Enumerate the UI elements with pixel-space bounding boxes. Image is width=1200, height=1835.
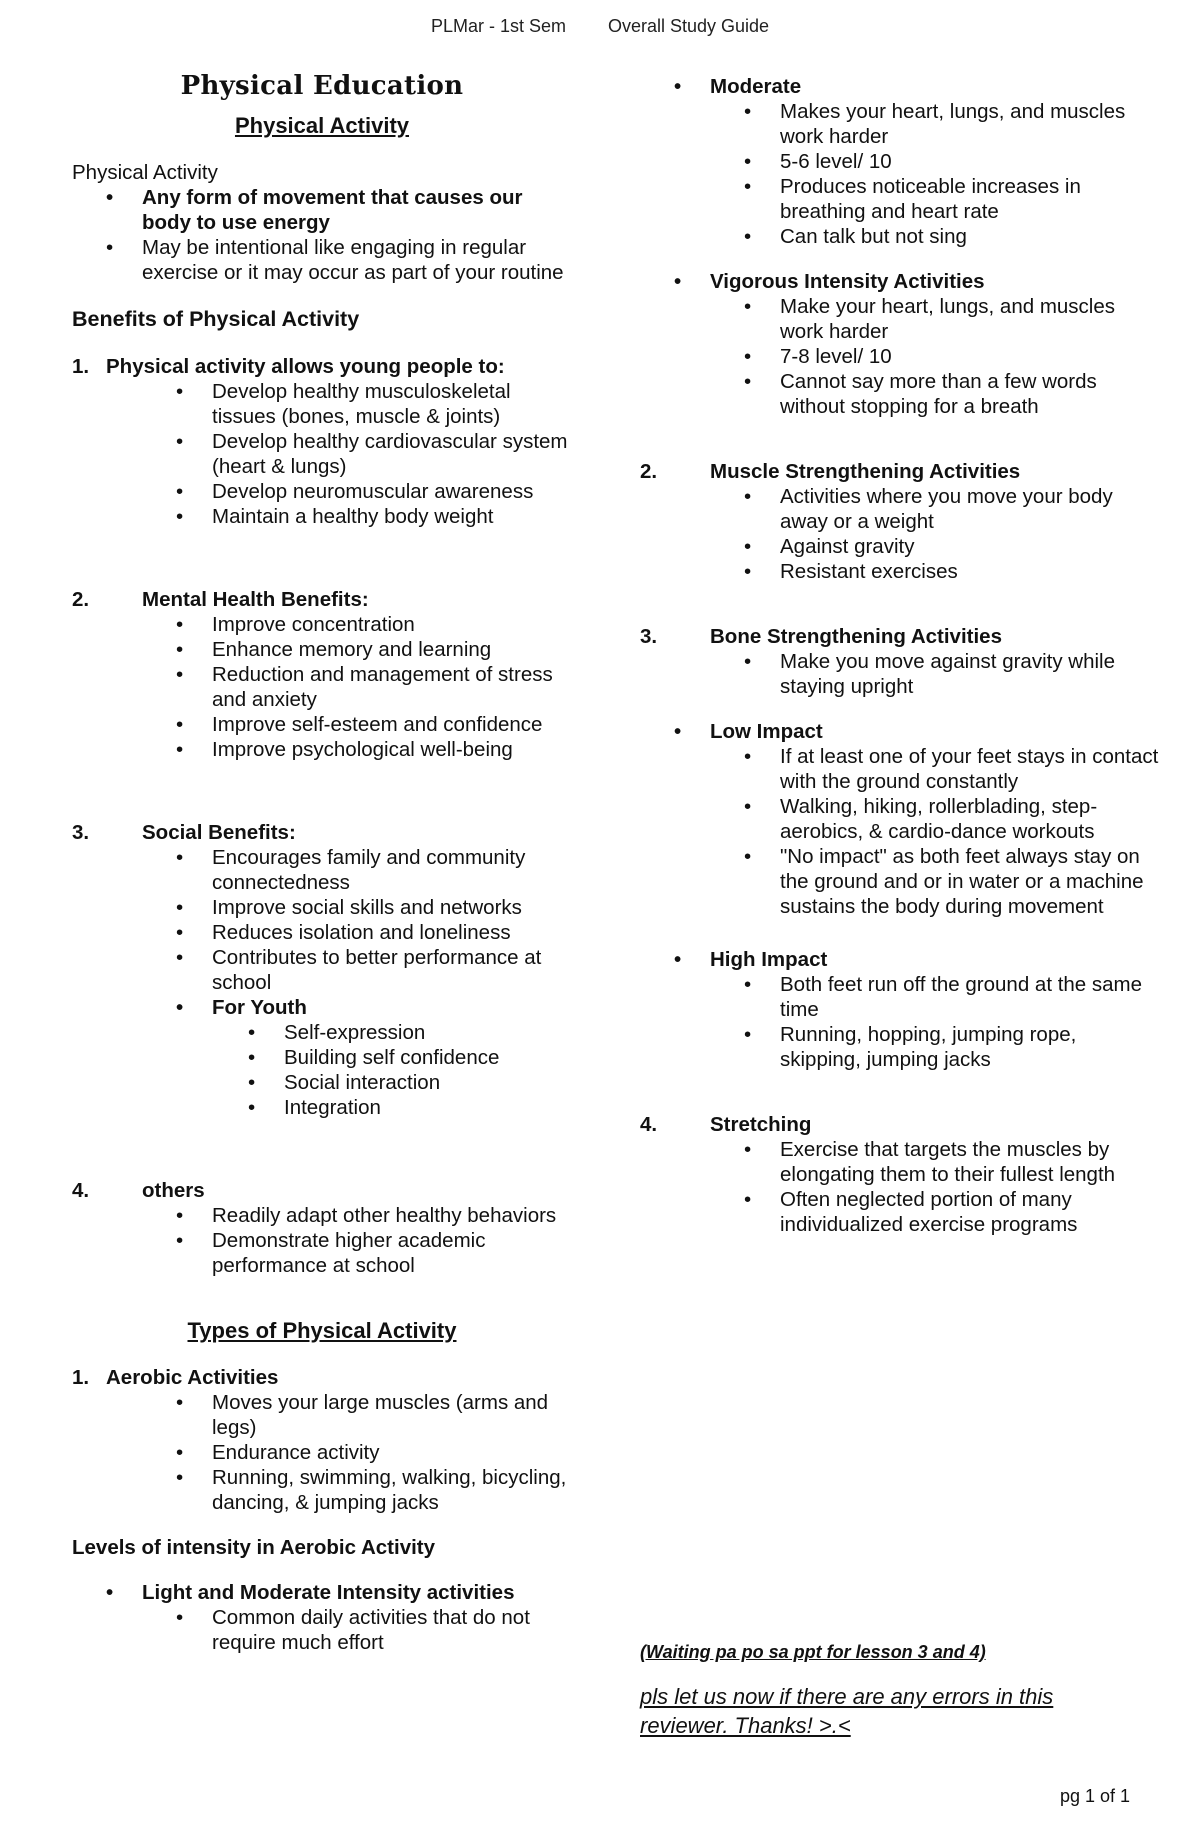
list-item: • Cannot say more than a few words without stopping for a breath (640, 369, 1160, 419)
note-waiting: (Waiting pa po sa ppt for lesson 3 and 4) (640, 1642, 986, 1662)
list-item: • Exercise that targets the muscles by elongating them to their fullest length (640, 1137, 1160, 1187)
list-item: • Enhance memory and learning (72, 637, 572, 662)
list-item: • Makes your heart, lungs, and muscles work harder (640, 99, 1160, 149)
list-item: • Maintain a healthy body weight (72, 504, 572, 529)
list-item: • Resistant exercises (640, 559, 1160, 584)
list-item: • Develop healthy cardiovascular system (heart & lungs) (72, 429, 572, 479)
list-item: • Building self confidence (72, 1045, 572, 1070)
list-item: • Make your heart, lungs, and muscles work harder (640, 294, 1160, 344)
for-youth-label: • For Youth (72, 995, 572, 1020)
header-doc-title: Overall Study Guide (607, 16, 770, 36)
document-title: Physical Education (180, 71, 464, 101)
list-item: • Both feet run off the ground at the same time (640, 972, 1160, 1022)
benefit-2-title: 2. Mental Health Benefits: (72, 588, 369, 611)
list-item: • Demonstrate higher academic performance at school (72, 1228, 572, 1278)
levels-heading: Levels of intensity in Aerobic Activity (72, 1536, 436, 1559)
muscle-title: 2. Muscle Strengthening Activities (640, 460, 1021, 483)
list-item: • Moves your large muscles (arms and legs) (72, 1390, 572, 1440)
section-title-types: Types of Physical Activity (187, 1318, 457, 1343)
list-item: • 5-6 level/ 10 (640, 149, 1160, 174)
list-item: • "No impact" as both feet always stay on the ground and or in water or a machine sustains the body during movement (640, 844, 1160, 919)
section-title-physical-activity: Physical Activity (234, 113, 410, 138)
list-item: • Improve psychological well-being (72, 737, 572, 762)
list-item: • May be intentional like engaging in regular exercise or it may occur as part of your routine (72, 235, 572, 285)
note-errors: pls let us now if there are any errors in this reviewer. Thanks! >.< (640, 1684, 1054, 1738)
page-header (0, 16, 1200, 37)
list-item: • Endurance activity (72, 1440, 572, 1465)
pa-heading: Physical Activity (72, 161, 218, 184)
vigorous-title: • Vigorous Intensity Activities (640, 269, 1160, 294)
list-item: • Reduces isolation and loneliness (72, 920, 572, 945)
bone-title: 3. Bone Strengthening Activities (640, 625, 1002, 648)
aerobic-title: 1. Aerobic Activities (72, 1366, 279, 1389)
list-item: • Common daily activities that do not require much effort (72, 1605, 572, 1655)
list-item: • If at least one of your feet stays in contact with the ground constantly (640, 744, 1160, 794)
list-item: • Produces noticeable increases in breathing and heart rate (640, 174, 1160, 224)
list-item: • Develop neuromuscular awareness (72, 479, 572, 504)
list-item: • Running, hopping, jumping rope, skipping, jumping jacks (640, 1022, 1160, 1072)
header-course: PLMar - 1st Sem (430, 16, 566, 36)
benefit-3-title: 3. Social Benefits: (72, 821, 296, 844)
list-item: • Integration (72, 1095, 572, 1120)
list-item: • Often neglected portion of many individualized exercise programs (640, 1187, 1160, 1237)
list-item: • Any form of movement that causes our body to use energy (72, 185, 572, 235)
stretching-title: 4. Stretching (640, 1113, 812, 1136)
moderate-title: • Moderate (640, 74, 1160, 99)
list-item: • Self-expression (72, 1020, 572, 1045)
right-column (640, 74, 1160, 1237)
benefits-heading: Benefits of Physical Activity (72, 307, 360, 331)
list-item: • 7-8 level/ 10 (640, 344, 1160, 369)
page-number: pg 1 of 1 (1059, 1786, 1130, 1806)
list-item: • Running, swimming, walking, bicycling, dancing, & jumping jacks (72, 1465, 572, 1515)
left-column (72, 70, 572, 1655)
list-item: • Walking, hiking, rollerblading, step-aerobics, & cardio-dance workouts (640, 794, 1160, 844)
list-item: • Can talk but not sing (640, 224, 1160, 249)
list-item: • Develop healthy musculoskeletal tissues (bones, muscle & joints) (72, 379, 572, 429)
list-item: • Encourages family and community connectedness (72, 845, 572, 895)
list-item: • Social interaction (72, 1070, 572, 1095)
list-item: • Improve self-esteem and confidence (72, 712, 572, 737)
high-impact-title: • High Impact (640, 947, 1160, 972)
list-item: • Against gravity (640, 534, 1160, 559)
low-impact-title: • Low Impact (640, 719, 1160, 744)
benefit-4-title: 4. others (72, 1179, 205, 1202)
light-moderate-title: • Light and Moderate Intensity activities (72, 1580, 572, 1605)
list-item: • Readily adapt other healthy behaviors (72, 1203, 572, 1228)
benefit-1-title: 1. Physical activity allows young people to: (72, 355, 505, 378)
list-item: • Improve concentration (72, 612, 572, 637)
list-item: • Improve social skills and networks (72, 895, 572, 920)
list-item: • Activities where you move your body away or a weight (640, 484, 1160, 534)
list-item: • Reduction and management of stress and anxiety (72, 662, 572, 712)
list-item: • Contributes to better performance at school (72, 945, 572, 995)
list-item: • Make you move against gravity while staying upright (640, 649, 1160, 699)
